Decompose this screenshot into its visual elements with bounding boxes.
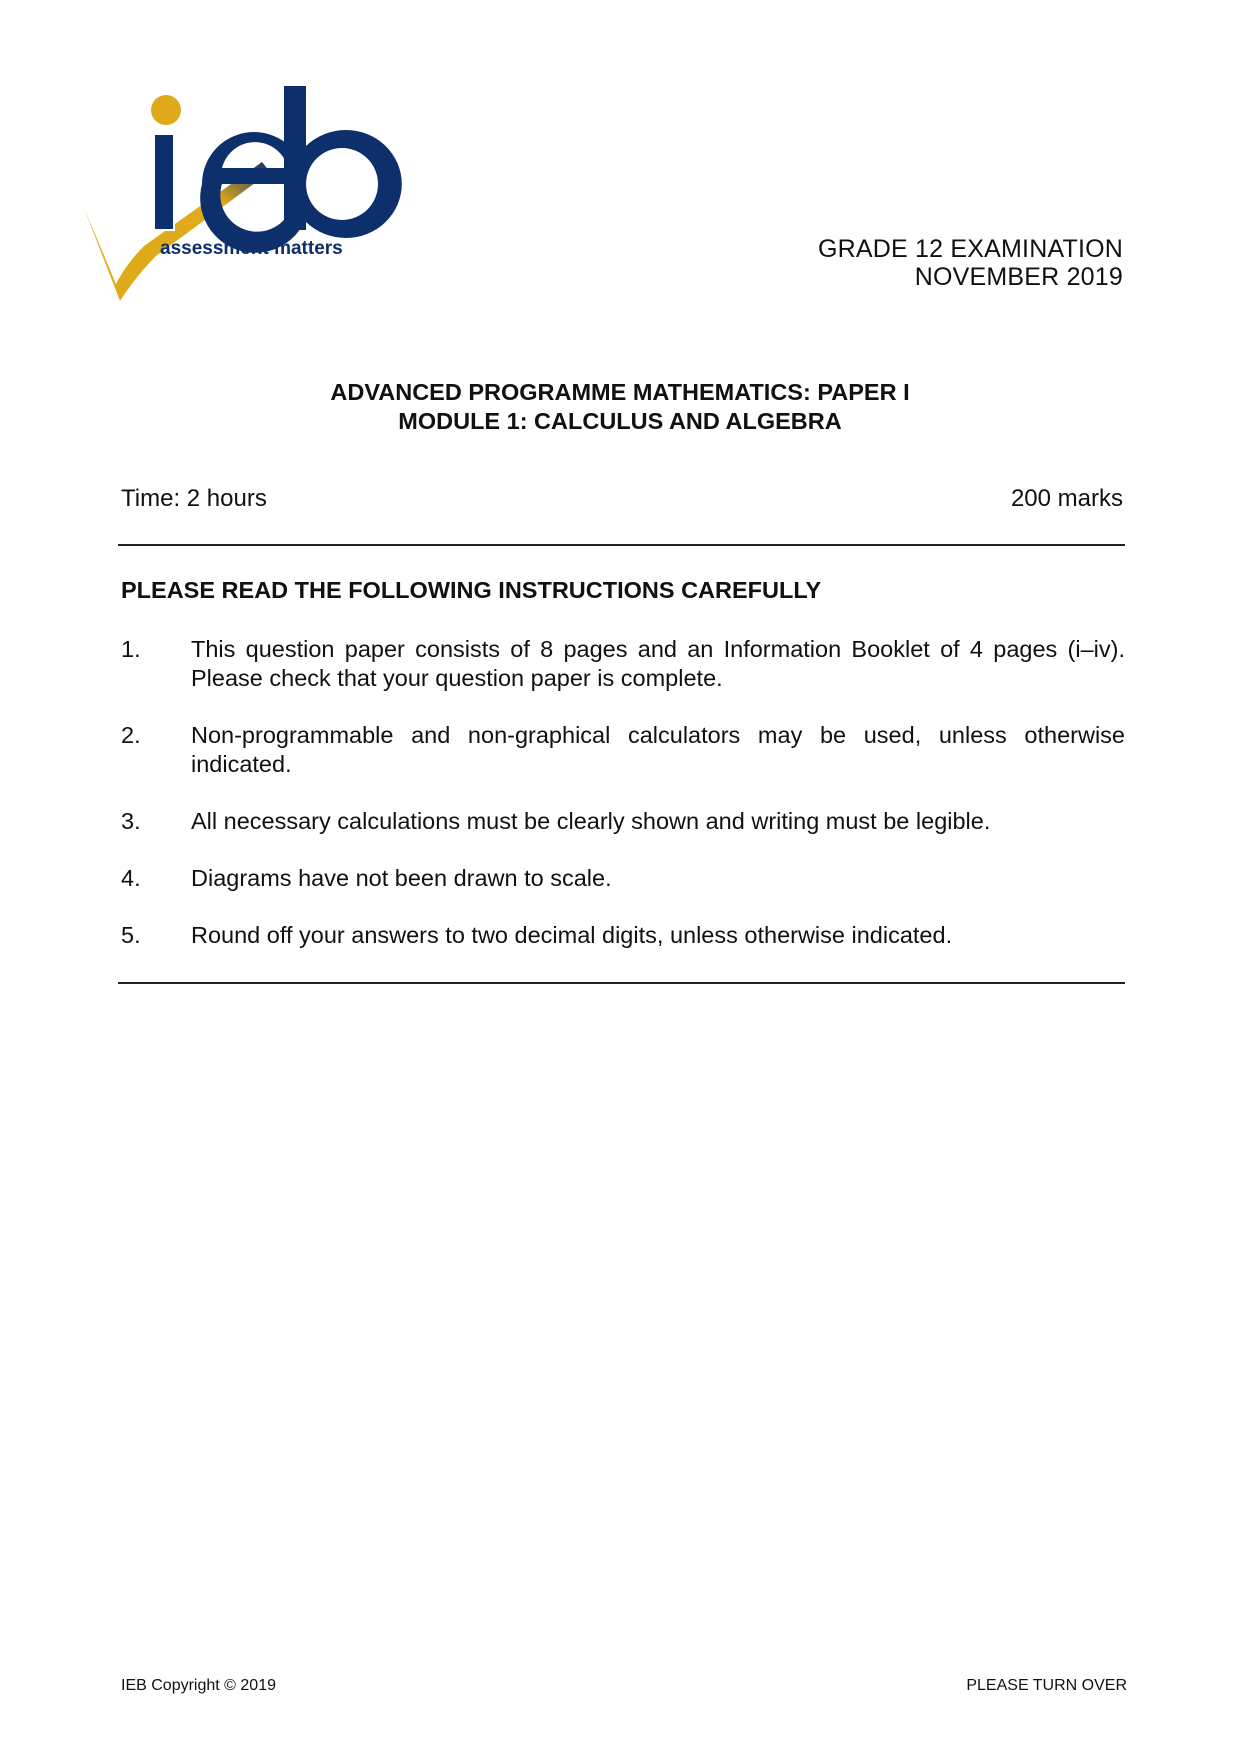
time-allowed: Time: 2 hours: [121, 485, 267, 512]
instruction-number: 2.: [121, 722, 141, 748]
instruction-number: 4.: [121, 865, 141, 891]
instruction-text: This question paper consists of 8 pages and an Information Booklet of 4 pages (i–iv). Please check that your question paper is complete.: [191, 636, 1125, 691]
ieb-logo: [84, 86, 424, 316]
paper-title-line2: MODULE 1: CALCULUS AND ALGEBRA: [398, 408, 842, 434]
exam-date-line: NOVEMBER 2019: [914, 263, 1123, 291]
instruction-item: [121, 864, 1125, 893]
instruction-item: [121, 921, 1125, 950]
divider-bottom: [118, 982, 1125, 984]
instruction-text: Non-programmable and non-graphical calculators may be used, unless otherwise indicated.: [191, 722, 1125, 777]
paper-title-line1: ADVANCED PROGRAMME MATHEMATICS: PAPER I: [330, 379, 910, 405]
copyright-notice: IEB Copyright © 2019: [121, 1677, 276, 1694]
instruction-text: Round off your answers to two decimal digits, unless otherwise indicated.: [191, 922, 953, 948]
instruction-item: [121, 807, 1125, 836]
instruction-text: Diagrams have not been drawn to scale.: [191, 865, 612, 891]
page-footer: [121, 1677, 1127, 1695]
instructions-list: [121, 635, 1125, 978]
time-marks-row: [121, 485, 1123, 513]
instruction-item: [121, 721, 1125, 779]
instruction-item: [121, 635, 1125, 693]
exam-grade-line: GRADE 12 EXAMINATION: [818, 235, 1123, 263]
paper-title: [0, 378, 1240, 436]
instruction-text: All necessary calculations must be clearly shown and writing must be legible.: [191, 808, 991, 834]
logo-tagline: assessment matters: [160, 238, 343, 259]
divider-top: [118, 544, 1125, 546]
instruction-number: 3.: [121, 808, 141, 834]
total-marks: 200 marks: [1010, 485, 1123, 512]
ieb-logo-graphic: [84, 86, 424, 316]
turn-over-notice: PLEASE TURN OVER: [966, 1677, 1127, 1694]
exam-header: [818, 235, 1123, 291]
instruction-number: 1.: [121, 636, 141, 662]
instructions-heading: PLEASE READ THE FOLLOWING INSTRUCTIONS CAREFULLY: [121, 577, 822, 603]
instruction-number: 5.: [121, 922, 141, 948]
i-dot-icon: [151, 95, 181, 125]
